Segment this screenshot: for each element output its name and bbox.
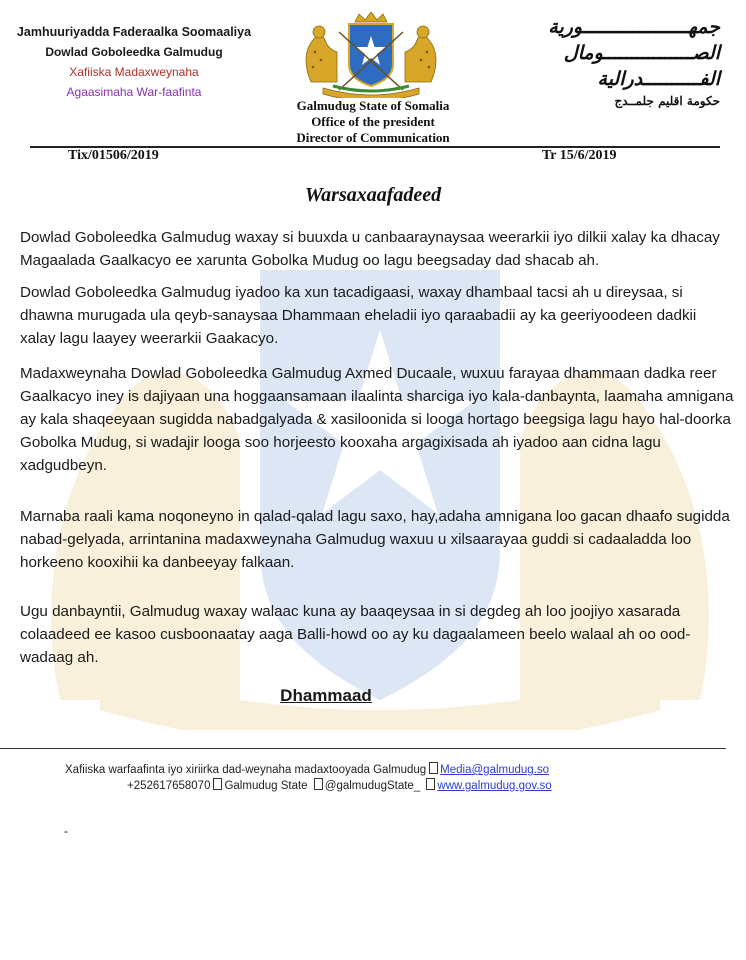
body-paragraph-3: Madaxweynaha Dowlad Goboleedka Galmudug Axmed Ducaale, wuxuu farayaa dhammaan dadka reer Gaalkacyo iney is dajiyaan una hoggaansamaan ilaalinta sharciga iyo kala-danbaynta, laamaha amnigana ay kala shaqeeyaan sugidda nabadgalyada & xasiloonida si looga hortago beegsiga lagu hayo hal-doorka Gobolka Mudug, si wadajir looga soo horjeesto kooxaha argagixisada ah iyadoo aan cidna lagu xadgudbeyn.	[20, 365, 734, 474]
header-left-line4: Agaasimaha War-faafinta	[66, 85, 202, 99]
body-paragraph-2: Dowlad Goboleedka Galmudug iyadoo ka xun tacadigaasi, waxay dhambaal tacsi ah u direysaa, si dhawna murugada ula qeyb-sanaysaa Dhammaan eheladii iyo qaraabadii ay ka geeriyoodeen dadkii xalay lagu laayey weerarkii Gaakacyo.	[20, 284, 697, 347]
coat-of-arms-emblem	[293, 12, 449, 98]
header-center-line3: Director of Communication	[296, 130, 450, 145]
header-center-line2: Office of the president	[311, 114, 435, 129]
body-paragraph-5: Ugu danbayntii, Galmudug waxay walaac kuna ay baaqeysaa in si degdeg ah loo joojiyo xasarada colaadeed ee kasoo cusboonaatay aaga Balli-howd oo ay ku dagaalameen beelo walaal ah oo ood-wadaag ah.	[20, 603, 691, 666]
footer-dash: -	[64, 824, 68, 838]
footer-line-2	[127, 778, 552, 792]
header-left-block	[0, 22, 268, 102]
header-right-line3: الفــــــــــدرالية	[597, 68, 720, 90]
header-right-line2: الصــــــــــــــــومال	[563, 42, 720, 64]
body-paragraph-1: Dowlad Goboleedka Galmudug waxay si buuxda u canbaaraynaysaa weerarkii iyo dilkii xalay ka dhacay Magaalada Gaalkacyo ee xarunta Gobolka Mudug oo lagu beegsaday dad shacab ah.	[20, 229, 720, 269]
header-right-line1: جمهـــــــــــــــــــورية	[548, 16, 720, 38]
header-right-line4: حكومة اقليم جلمــدج	[614, 94, 720, 108]
phone-number: +252617658070	[127, 780, 211, 792]
reference-number: Tix/01506/2019	[68, 148, 159, 163]
header-right-arabic-block	[520, 14, 720, 110]
twitter-icon	[314, 778, 323, 790]
header-left-line3: Xafiiska Madaxweynaha	[69, 65, 199, 79]
footer-line-1	[65, 762, 549, 776]
document-date: Tr 15/6/2019	[542, 148, 617, 163]
web-icon	[426, 778, 435, 790]
document-title: Warsaxaafadeed	[304, 184, 442, 206]
facebook-icon	[213, 778, 222, 790]
header-left-line1: Jamhuuriyadda Faderaalka Soomaaliya	[16, 25, 252, 39]
email-icon	[429, 762, 438, 774]
header-center-line1: Galmudug State of Somalia	[296, 98, 450, 113]
closing-word: Dhammaad	[280, 686, 372, 705]
header-left-line2: Dowlad Goboleedka Galmudug	[45, 45, 223, 59]
body-paragraph-4: Marnaba raali kama noqoneyno in qalad-qalad lagu saxo, hay,adaha amnigana loo gacan dhaafo sugidda nabad-gelyada, arrintanina madaxweynaha Galmudug waxuu u xilsaarayaa guddi si cadaaladda loo horkeeno kooxihii ka danbeeyay falkaan.	[20, 508, 730, 571]
header-center-block	[248, 98, 498, 146]
website-link[interactable]: www.galmudug.gov.so	[437, 780, 552, 792]
twitter-handle: @galmudugState_	[324, 780, 421, 792]
email-link[interactable]: Media@galmudug.so	[440, 764, 550, 776]
facebook-handle: Galmudug State	[224, 780, 308, 792]
footer-office-text: Xafiiska warfaafinta iyo xiriirka dad-weynaha madaxtooyada Galmudug	[65, 764, 427, 776]
footer-divider	[0, 748, 726, 749]
